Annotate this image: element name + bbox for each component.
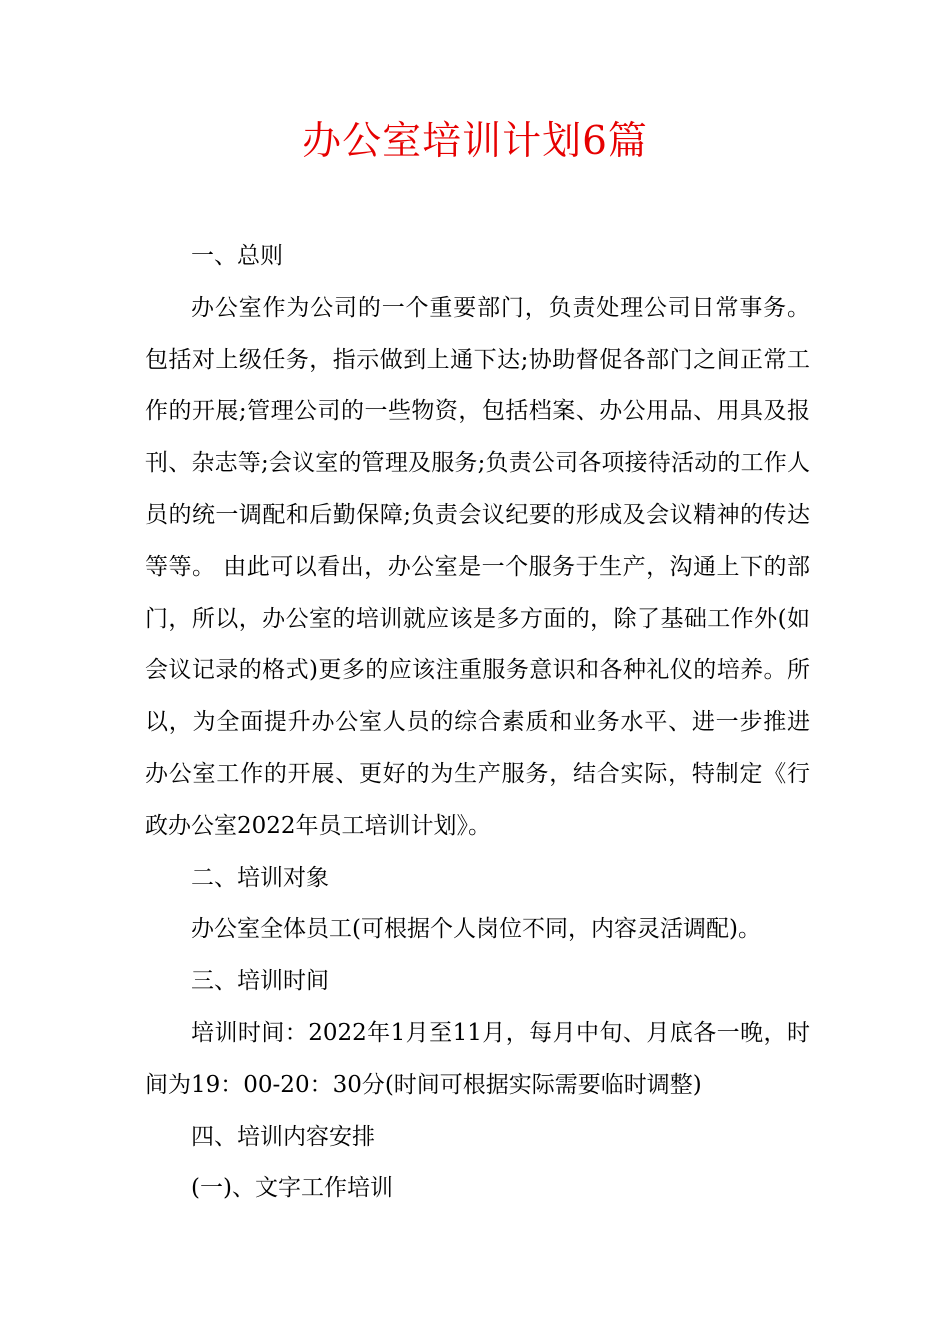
section-heading-time: 三、培训时间: [191, 968, 329, 995]
paragraph-trainees: 办公室全体员工(可根据个人岗位不同，内容灵活调配)。: [191, 916, 761, 943]
document-body: [145, 231, 810, 1215]
document-title: 办公室培训计划6篇: [302, 119, 648, 164]
section-heading-general: 一、总则: [191, 243, 283, 269]
section-heading-trainees: 二、培训对象: [191, 864, 329, 891]
subsection-heading-writing: (一)、文字工作培训: [191, 1175, 393, 1202]
paragraph-general: 办公室作为公司的一个重要部门，负责处理公司日常事务。包括对上级任务，指示做到上通下达;协助督促各部门之间正常工作的开展;管理公司的一些物资，包括档案、办公用品、用具及报刊、杂志等;会议室的管理及服务;负责公司各项接待活动的工作人员的统一调配和后勤保障;负责会议纪要的形成及会议精神的传达等等。 由此可以看出，办公室是一个服务于生产，沟通上下的部门，所以，办公室的培训就应该是多方面的，除了基础工作外(如会议记录的格式)更多的应该注重服务意识和各种礼仪的培养。所以，为全面提升办公室人员的综合素质和业务水平、进一步推进办公室工作的开展、更好的为生产服务，结合实际，特制定《行政办公室2022年员工培训计划》。: [145, 294, 810, 839]
section-heading-content: 四、培训内容安排: [191, 1123, 375, 1150]
paragraph-time: 培训时间：2022年1月至11月，每月中旬、月底各一晚，时间为19：00-20：30分(时间可根据实际需要临时调整): [145, 1019, 810, 1098]
